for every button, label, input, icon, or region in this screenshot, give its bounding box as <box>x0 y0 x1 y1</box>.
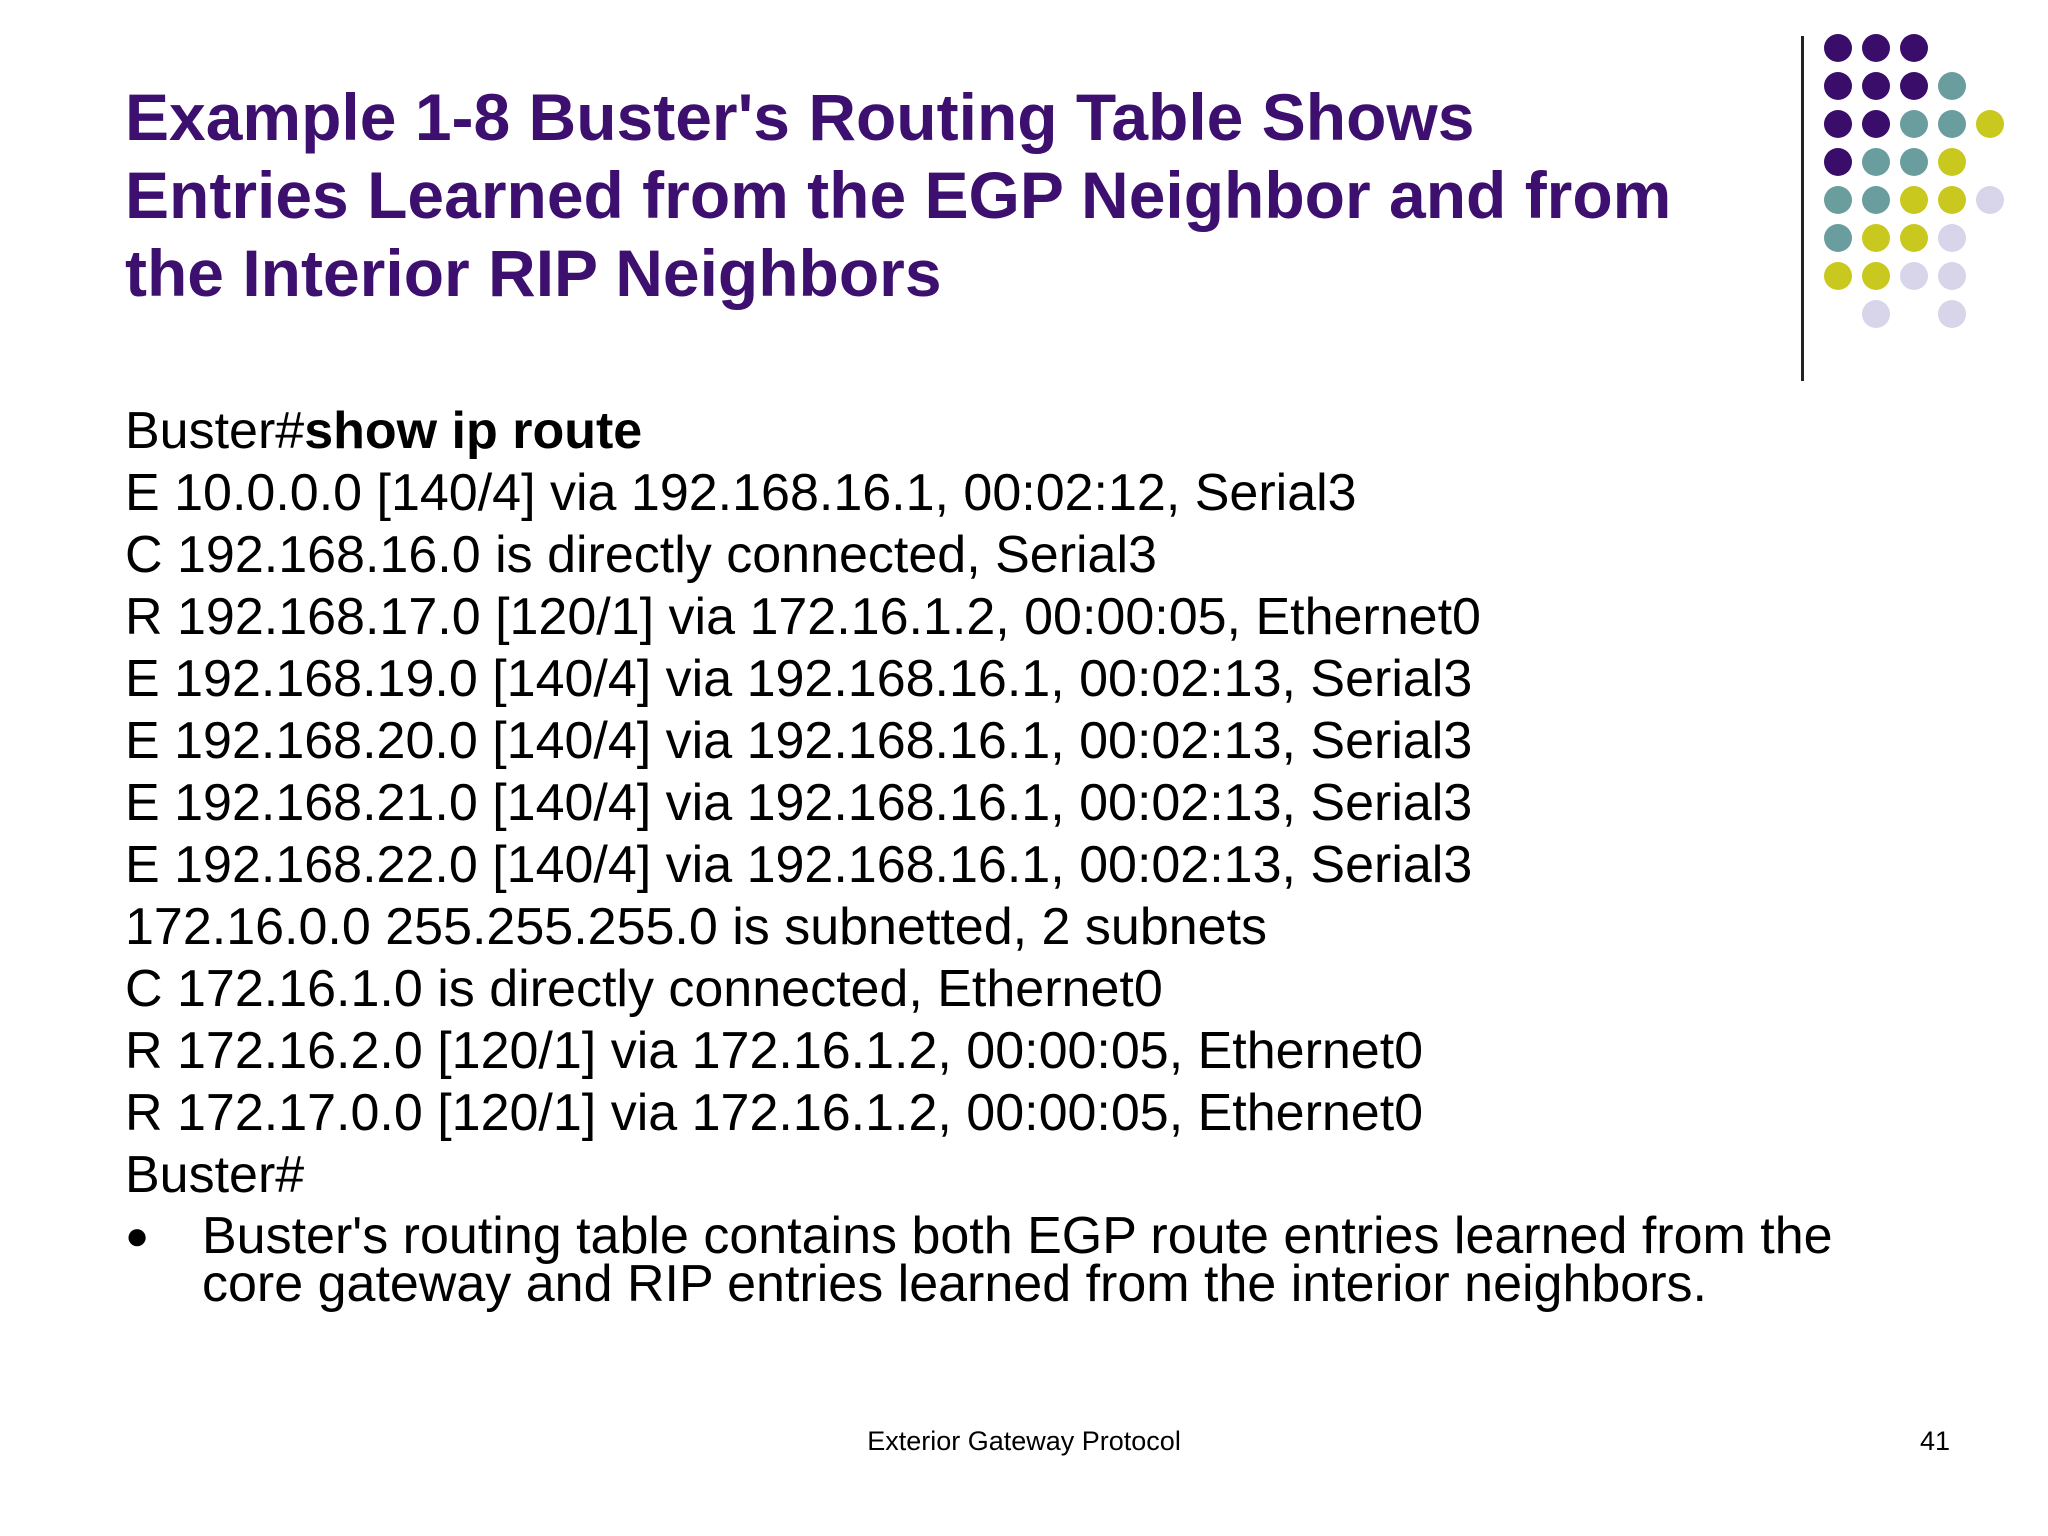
divider-line <box>1801 36 1804 381</box>
slide-title <box>125 78 1775 312</box>
cli-command: show ip route <box>304 402 643 460</box>
decorative-dot <box>1862 110 1890 138</box>
bullet-text <box>202 1207 1962 1313</box>
decorative-dot <box>1900 34 1928 62</box>
decorative-dot <box>1938 224 1966 252</box>
route-line: R 172.16.2.0 [120/1] via 172.16.1.2, 00:00:05, Ethernet0 <box>125 1022 1424 1080</box>
route-line: R 192.168.17.0 [120/1] via 172.16.1.2, 00:00:05, Ethernet0 <box>125 588 1481 646</box>
decorative-dot <box>1862 186 1890 214</box>
decorative-dot <box>1824 148 1852 176</box>
decorative-dot <box>1862 72 1890 100</box>
decorative-dot <box>1862 148 1890 176</box>
route-line: 172.16.0.0 255.255.255.0 is subnetted, 2 subnets <box>125 898 1268 956</box>
decorative-dot <box>1900 148 1928 176</box>
decorative-dot <box>1824 72 1852 100</box>
decorative-dot <box>1824 34 1852 62</box>
decorative-dot <box>1900 262 1928 290</box>
decorative-dot <box>1900 110 1928 138</box>
decorative-dot <box>1900 224 1928 252</box>
decorative-dot <box>1976 110 2004 138</box>
route-line: C 192.168.16.0 is directly connected, Serial3 <box>125 526 1157 584</box>
page-number: 41 <box>1919 1426 1950 1456</box>
decorative-dot <box>1938 262 1966 290</box>
final-prompt: Buster# <box>125 1146 305 1204</box>
decorative-dot <box>1824 224 1852 252</box>
decorative-dot <box>1824 262 1852 290</box>
decorative-dot <box>1900 186 1928 214</box>
route-line: E 192.168.21.0 [140/4] via 192.168.16.1, 00:02:13, Serial3 <box>125 774 1473 832</box>
decorative-dot <box>1824 186 1852 214</box>
route-line: E 10.0.0.0 [140/4] via 192.168.16.1, 00:02:12, Serial3 <box>125 464 1357 522</box>
decorative-dot <box>1824 110 1852 138</box>
decorative-dot <box>1938 148 1966 176</box>
decorative-dot <box>1938 72 1966 100</box>
decorative-dot <box>1938 186 1966 214</box>
route-line: E 192.168.19.0 [140/4] via 192.168.16.1, 00:02:13, Serial3 <box>125 650 1473 708</box>
cli-output <box>125 400 1925 1206</box>
route-line: C 172.16.1.0 is directly connected, Ethernet0 <box>125 960 1163 1018</box>
bullet-dot-icon: ● <box>125 1214 150 1258</box>
decorative-dot <box>1862 34 1890 62</box>
title-line: Entries Learned from the EGP Neighbor and from <box>125 158 1672 232</box>
decorative-dot <box>1976 186 2004 214</box>
bullet-text-line: core gateway and RIP entries learned from the interior neighbors. <box>202 1255 1707 1313</box>
title-line: Example 1-8 Buster's Routing Table Shows <box>125 80 1475 154</box>
route-line: E 192.168.22.0 [140/4] via 192.168.16.1, 00:02:13, Serial3 <box>125 836 1473 894</box>
decorative-dot <box>1862 300 1890 328</box>
decorative-dot <box>1938 110 1966 138</box>
route-line: E 192.168.20.0 [140/4] via 192.168.16.1, 00:02:13, Serial3 <box>125 712 1473 770</box>
route-line: R 172.17.0.0 [120/1] via 172.16.1.2, 00:00:05, Ethernet0 <box>125 1084 1424 1142</box>
decorative-dot <box>1900 72 1928 100</box>
decorative-dot <box>1862 262 1890 290</box>
decorative-dot <box>1862 224 1890 252</box>
decorative-dot <box>1938 300 1966 328</box>
command-line <box>125 400 1925 462</box>
cli-prompt: Buster# <box>125 402 305 460</box>
title-line: the Interior RIP Neighbors <box>125 236 942 310</box>
footer-title: Exterior Gateway Protocol <box>867 1426 1181 1456</box>
bullet-text-line: Buster's routing table contains both EGP route entries learned from the <box>202 1207 1833 1265</box>
